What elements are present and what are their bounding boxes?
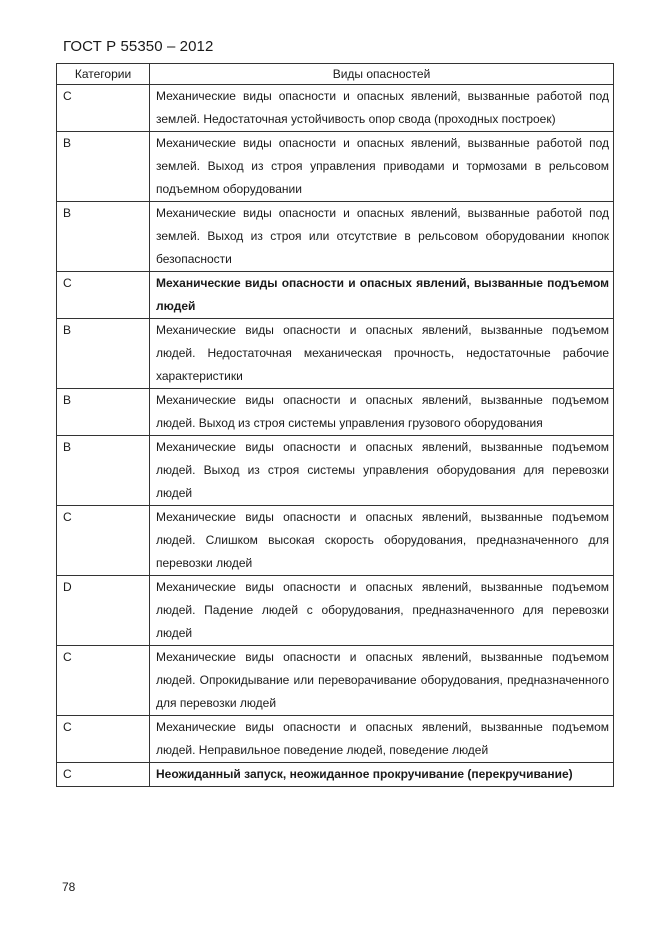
category-cell: C: [57, 763, 150, 787]
category-cell: C: [57, 646, 150, 716]
hazard-description-cell: Механические виды опасности и опасных явлений, вызванные подъемом людей. Опрокидывание или переворачивание оборудования, предназначенного для перевозки людей: [150, 646, 614, 716]
table-row: [57, 132, 614, 202]
hazard-description-cell: Механические виды опасности и опасных явлений, вызванные подъемом людей. Недостаточная механическая прочность, недостаточные рабочие характеристики: [150, 319, 614, 389]
category-cell: C: [57, 272, 150, 319]
hazard-description-cell: Механические виды опасности и опасных явлений, вызванные работой под землей. Недостаточная устойчивость опор свода (проходных построек): [150, 85, 614, 132]
table-row: [57, 389, 614, 436]
hazard-description-cell: Механические виды опасности и опасных явлений, вызванные подъемом людей. Выход из строя системы управления оборудования для перевозки людей: [150, 436, 614, 506]
table-row: [57, 506, 614, 576]
category-cell: B: [57, 436, 150, 506]
hazards-table: [56, 63, 614, 787]
category-cell: B: [57, 202, 150, 272]
category-cell: B: [57, 319, 150, 389]
category-cell: C: [57, 716, 150, 763]
hazard-description-cell: Неожиданный запуск, неожиданное прокручивание (перекручивание): [150, 763, 614, 787]
table-row: [57, 436, 614, 506]
hazard-description-cell: Механические виды опасности и опасных явлений, вызванные подъемом людей: [150, 272, 614, 319]
hazard-description-cell: Механические виды опасности и опасных явлений, вызванные подъемом людей. Выход из строя системы управления грузового оборудования: [150, 389, 614, 436]
category-cell: B: [57, 389, 150, 436]
table-row: [57, 576, 614, 646]
table-row: [57, 646, 614, 716]
header-hazards: Виды опасностей: [150, 64, 614, 85]
hazard-description-cell: Механические виды опасности и опасных явлений, вызванные подъемом людей. Слишком высокая скорость оборудования, предназначенного для перевозки людей: [150, 506, 614, 576]
category-cell: D: [57, 576, 150, 646]
category-cell: B: [57, 132, 150, 202]
category-cell: C: [57, 85, 150, 132]
page-number: 78: [62, 880, 76, 894]
document-title: ГОСТ Р 55350 – 2012: [63, 38, 214, 55]
table-row: [57, 202, 614, 272]
hazard-description-cell: Механические виды опасности и опасных явлений, вызванные работой под землей. Выход из строя управления приводами и тормозами в рельсовом подъемном оборудовании: [150, 132, 614, 202]
header-category: Категории: [57, 64, 150, 85]
hazard-description-cell: Механические виды опасности и опасных явлений, вызванные подъемом людей. Падение людей с оборудования, предназначенного для перевозки людей: [150, 576, 614, 646]
table-header-row: [57, 64, 614, 85]
hazard-description-cell: Механические виды опасности и опасных явлений, вызванные подъемом людей. Неправильное поведение людей, поведение людей: [150, 716, 614, 763]
table-row-section-heading: [57, 763, 614, 787]
hazard-description-cell: Механические виды опасности и опасных явлений, вызванные работой под землей. Выход из строя или отсутствие в рельсовом оборудовании кнопок безопасности: [150, 202, 614, 272]
table-row-section-heading: [57, 272, 614, 319]
category-cell: C: [57, 506, 150, 576]
table-row: [57, 85, 614, 132]
table-row: [57, 716, 614, 763]
table-row: [57, 319, 614, 389]
